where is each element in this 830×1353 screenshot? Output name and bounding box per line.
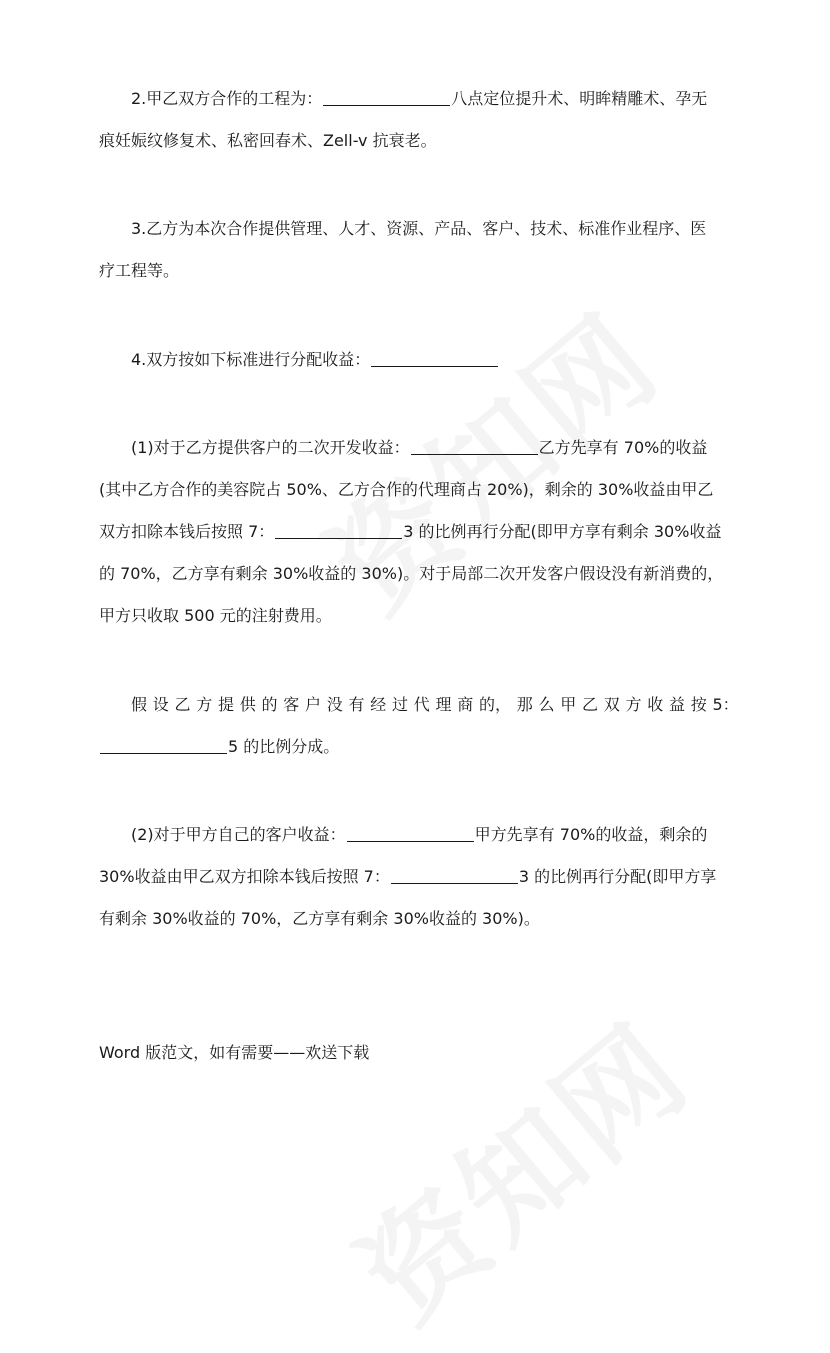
fill-blank — [323, 89, 450, 106]
note-char: 有 — [348, 695, 365, 714]
sub-1-line-4: 的 70%，乙方享有剩余 30%收益的 30%)。对于局部二次开发客户假设没有新消费的， — [99, 564, 724, 583]
note-char: 提 — [218, 695, 235, 714]
fill-blank — [275, 522, 402, 539]
clause-2-line-1: 2.甲乙双方合作的工程为： 八点定位提升术、明眸精雕术、孕无 — [131, 89, 708, 108]
note-char: 的， — [479, 695, 512, 714]
sub-clause-2 — [99, 814, 739, 940]
note-char: 商 — [457, 695, 474, 714]
clause-3 — [99, 208, 739, 292]
sub-1-line-1: (1)对于乙方提供客户的二次开发收益： 乙方先享有 70%的收益 — [131, 438, 708, 457]
sub-1-line-2: (其中乙方合作的美容院占 50%、乙方合作的代理商占 20%)，剩余的 30%收益由甲乙 — [99, 480, 714, 499]
note-line-2: 5 的比例分成。 — [99, 726, 739, 768]
note-char: 没 — [326, 695, 343, 714]
fill-blank — [391, 867, 518, 884]
note-char: 那 — [516, 695, 533, 714]
note-char: 代 — [413, 695, 430, 714]
note-char: 理 — [435, 695, 452, 714]
note-char: 户 — [305, 695, 322, 714]
clause-2 — [99, 78, 739, 162]
sub-clause-1 — [99, 427, 739, 637]
clause-2-line-2: 痕妊娠纹修复术、私密回春术、Zell-v 抗衰老。 — [99, 131, 437, 150]
note-char: 么 — [538, 695, 555, 714]
clause-3-line-2: 疗工程等。 — [99, 261, 180, 280]
sub-1-line-3: 双方扣除本钱后按照 7： 3 的比例再行分配(即甲方享有剩余 30%收益 — [99, 522, 722, 541]
note-char: 经 — [370, 695, 387, 714]
note-char: 5： — [712, 695, 739, 714]
note-char: 客 — [283, 695, 300, 714]
note-char: 乙 — [174, 695, 191, 714]
note-char: 双 — [603, 695, 620, 714]
note-char: 乙 — [582, 695, 599, 714]
clause-4-line-1: 4.双方按如下标准进行分配收益： — [99, 339, 739, 381]
fill-blank — [411, 438, 538, 455]
note-char: 按 — [690, 695, 707, 714]
note-char: 的 — [261, 695, 278, 714]
sub-1-line-5: 甲方只收取 500 元的注射费用。 — [99, 606, 332, 625]
clause-4 — [99, 339, 739, 381]
sub-2-line-2: 30%收益由甲乙双方扣除本钱后按照 7： 3 的比例再行分配(即甲方享 — [99, 867, 717, 886]
clause-3-line-1: 3.乙方为本次合作提供管理、人才、资源、产品、客户、技术、标准作业程序、医 — [131, 219, 707, 238]
note-char: 方 — [196, 695, 213, 714]
note-char: 过 — [392, 695, 409, 714]
note-paragraph — [99, 684, 739, 768]
note-line-1 — [99, 684, 739, 726]
note-char: 假 — [131, 695, 148, 714]
sub-2-line-1: (2)对于甲方自己的客户收益： 甲方先享有 70%的收益，剩余的 — [131, 825, 708, 844]
note-char: 收 — [647, 695, 664, 714]
note-char: 方 — [625, 695, 642, 714]
footer-note — [99, 1032, 739, 1074]
sub-2-line-3: 有剩余 30%收益的 70%，乙方享有剩余 30%收益的 30%)。 — [99, 909, 540, 928]
footer-text: Word 版范文，如有需要——欢送下载 — [99, 1043, 370, 1062]
note-char: 设 — [152, 695, 169, 714]
note-char: 供 — [239, 695, 256, 714]
fill-blank — [100, 737, 227, 754]
fill-blank — [347, 825, 474, 842]
note-char: 益 — [669, 695, 686, 714]
note-char: 甲 — [560, 695, 577, 714]
fill-blank — [371, 350, 498, 367]
